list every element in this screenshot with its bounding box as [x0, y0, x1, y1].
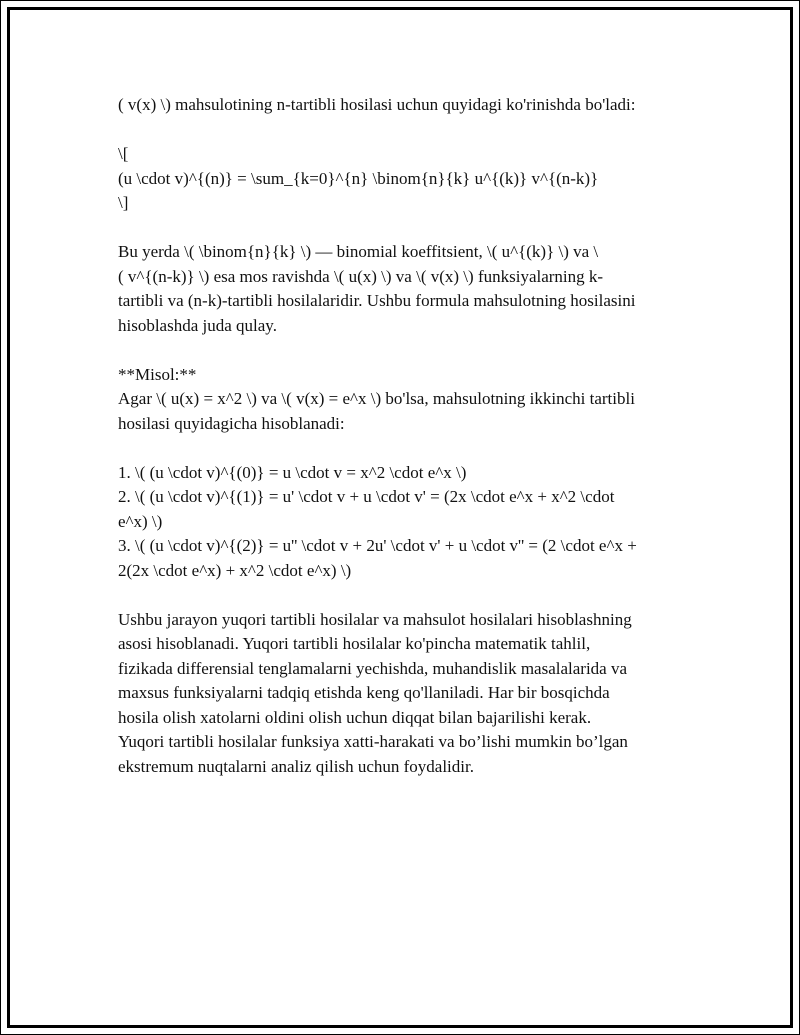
list-item-continuation: e^x) \)	[118, 511, 163, 531]
blank-line	[118, 583, 693, 608]
blank-line	[118, 216, 693, 241]
text-line: maxsus funksiyalarni tadqiq etishda keng qo'llaniladi. Har bir bosqichda	[118, 683, 610, 702]
formula-open: \[	[118, 144, 129, 163]
list-item: 1. \( (u \cdot v)^{(0)} = u \cdot v = x^2 \cdot e^x \)	[118, 462, 467, 482]
blank-line	[118, 338, 693, 363]
text-line: ( v^{(n-k)} \) esa mos ravishda \( u(x) \) va \( v(x) \) funksiyalarning k-	[118, 266, 604, 286]
list-item: 2. \( (u \cdot v)^{(1)} = u' \cdot v + u \cdot v' = (2x \cdot e^x + x^2 \cdot	[118, 487, 615, 506]
document-body	[118, 93, 693, 779]
list-item: 3. \( (u \cdot v)^{(2)} = u'' \cdot v + 2u' \cdot v' + u \cdot v'' = (2 \cdot e^x +	[118, 536, 637, 555]
formula-close: \]	[118, 193, 129, 212]
text-line: Agar \( u(x) = x^2 \) va \( v(x) = e^x \) bo'lsa, mahsulotning ikkinchi tartibli	[118, 389, 635, 408]
text-line: hisoblashda juda qulay.	[118, 315, 277, 335]
list-item-continuation: 2(2x \cdot e^x) + x^2 \cdot e^x) \)	[118, 560, 352, 580]
text-line: asosi hisoblanadi. Yuqori tartibli hosilalar ko'pincha matematik tahlil,	[118, 634, 591, 653]
text-line: Ushbu jarayon yuqori tartibli hosilalar va mahsulot hosilalari hisoblashning	[118, 609, 632, 629]
text-line: hosila olish xatolarni oldini olish uchun diqqat bilan bajarilishi kerak.	[118, 707, 592, 727]
example-heading: **Misol:**	[118, 364, 197, 384]
blank-line	[118, 118, 693, 143]
formula-body: (u \cdot v)^{(n)} = \sum_{k=0}^{n} \binom{n}{k} u^{(k)} v^{(n-k)}	[118, 168, 599, 188]
text-line: fizikada differensial tenglamalarni yechishda, muhandislik masalalarida va	[118, 658, 628, 678]
blank-line	[118, 436, 693, 461]
text-line: Bu yerda \( \binom{n}{k} \) — binomial koeffitsient, \( u^{(k)} \) va \	[118, 242, 599, 261]
text-line: hosilasi quyidagicha hisoblanadi:	[118, 413, 345, 433]
text-line: Yuqori tartibli hosilalar funksiya xatti-harakati va bo’lishi mumkin bo’lgan	[118, 732, 628, 751]
text-line: ( v(x) \) mahsulotining n-tartibli hosilasi uchun quyidagi ko'rinishda bo'ladi:	[118, 95, 636, 114]
text-line: ekstremum nuqtalarni analiz qilish uchun foydalidir.	[118, 756, 474, 776]
text-line: tartibli va (n-k)-tartibli hosilalaridir. Ushbu formula mahsulotning hosilasini	[118, 291, 636, 310]
